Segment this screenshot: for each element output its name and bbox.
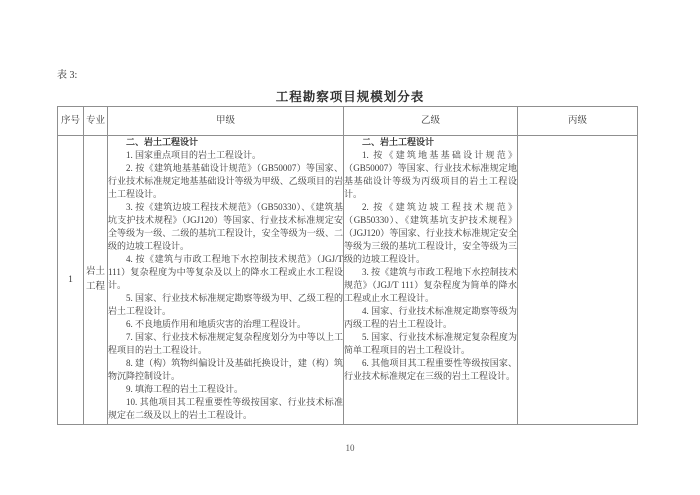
table-header-row: [58, 107, 638, 136]
grade-a-cell: [108, 136, 344, 425]
list-item: 1. 按《建筑地基基础设计规范》（GB50007）等国家、行业技术标准规定地基基础设计等级为丙级项目的岩土工程设计。: [344, 150, 517, 199]
list-item: 2. 按《建筑地基基础设计规范》（GB50007）等国家、行业技术标准规定地基基础设计等级为甲级、乙级项目的岩土工程设计。: [108, 163, 343, 199]
column-header-specialty: 专业: [84, 107, 108, 136]
table-label: 表 3:: [57, 70, 78, 81]
list-item: 3. 按《建筑与市政工程地下水控制技术规范》（JGJ/T 111）复杂程度为简单的降水工程或止水工程设计。: [344, 267, 517, 303]
list-item: 6. 不良地质作用和地质灾害的治理工程设计。: [126, 319, 307, 329]
list-item: 2. 按《建筑边坡工程技术规范》（GB50330）、《建筑基坑支护技术规程》（JGJ120）等国家、行业技术标准规定安全等级为三级的基坑工程设计，安全等级为三级的边坡工程设计。: [344, 202, 517, 264]
list-item: 9. 填海工程的岩土工程设计。: [126, 384, 244, 394]
list-item: 4. 国家、行业技术标准规定勘察等级为丙级工程的岩土工程设计。: [344, 306, 517, 329]
list-item: 4. 按《建筑与市政工程地下水控制技术规范》（JGJ/T 111）复杂程度为中等复杂及以上的降水工程或止水工程设计。: [108, 254, 343, 290]
list-item: 10. 其他项目其工程重要性等级按国家、行业技术标准规定在二级及以上的岩土工程设计。: [108, 397, 343, 420]
list-item: 3. 按《建筑边坡工程技术规范》（GB50330）、《建筑基坑支护技术规程》（JGJ120）等国家、行业技术标准规定安全等级为一级、二级的基坑工程设计，安全等级为一级、二级的边坡工程设计。: [108, 202, 343, 251]
row-index-cell: 1: [58, 136, 84, 425]
list-item: 7. 国家、行业技术标准规定复杂程度划分为中等以上工程项目的岩土工程设计。: [108, 332, 343, 355]
table-row: [58, 136, 638, 425]
grade-a-heading: 二、岩土工程设计: [126, 137, 199, 147]
list-item: 8. 建（构）筑物纠偏设计及基础托换设计，建（构）筑物沉降控制设计。: [108, 358, 343, 381]
page-title: 工程勘察项目规模划分表: [275, 90, 425, 104]
project-scale-table: [57, 106, 638, 425]
grade-b-cell: [344, 136, 518, 425]
specialty-cell: 岩土工程: [84, 136, 108, 425]
column-header-grade-a: 甲级: [108, 107, 344, 136]
list-item: 6. 其他项目其工程重要性等级按国家、行业技术标准规定在三级的岩土工程设计。: [344, 358, 517, 381]
column-header-grade-b: 乙级: [344, 107, 518, 136]
column-header-grade-c: 丙级: [518, 107, 638, 136]
grade-a-items: [108, 149, 343, 422]
column-header-index: 序号: [58, 107, 84, 136]
list-item: 1. 国家重点项目的岩土工程设计。: [126, 150, 262, 160]
list-item: 5. 国家、行业技术标准规定勘察等级为甲、乙级工程的岩土工程设计。: [108, 293, 343, 316]
grade-b-items: [344, 149, 517, 383]
list-item: 5. 国家、行业技术标准规定复杂程度为简单工程项目的岩土工程设计。: [344, 332, 517, 355]
grade-c-cell: [518, 136, 638, 425]
page-number: 10: [345, 443, 355, 453]
grade-b-heading: 二、岩土工程设计: [362, 137, 435, 147]
